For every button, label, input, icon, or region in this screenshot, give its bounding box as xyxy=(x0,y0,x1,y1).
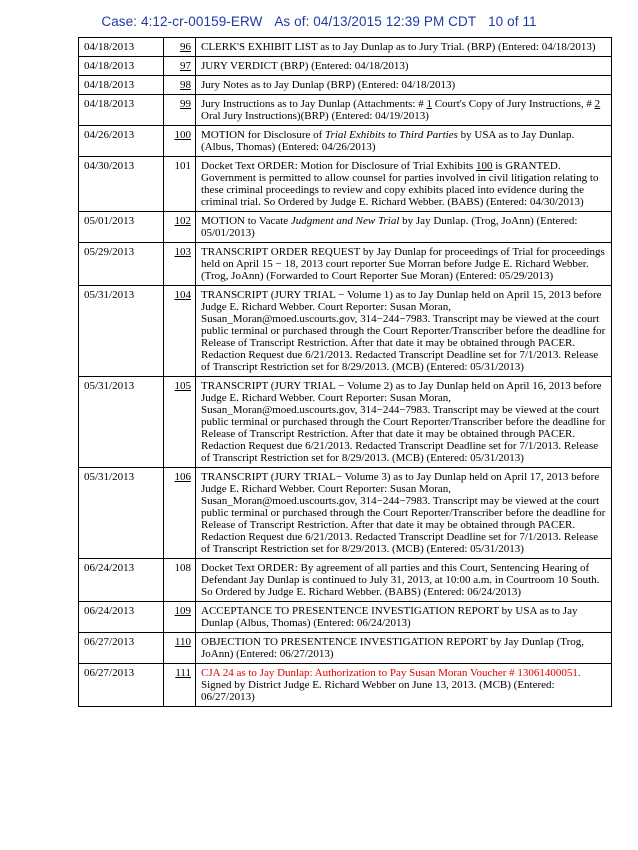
table-row xyxy=(79,633,612,664)
referenced-entry-link[interactable]: 100 xyxy=(475,160,493,172)
entry-date: 06/27/2013 xyxy=(79,633,164,664)
table-row xyxy=(79,76,612,95)
entry-date: 06/24/2013 xyxy=(79,602,164,633)
entry-text: MOTION for Disclosure of Trial Exhibits to Third Parties by USA as to Jay Dunlap. (Albus, Thomas) (Entered: 04/26/2013) xyxy=(196,126,612,157)
table-row xyxy=(79,95,612,126)
table-row xyxy=(79,559,612,602)
docket-number-link[interactable]: 96 xyxy=(180,41,191,53)
entry-text: Docket Text ORDER: Motion for Disclosure of Trial Exhibits 100 is GRANTED. Government is permitted to allow counsel for parties involved in civil litigation relating to these criminal proceedings to review and copy exhibits placed into evidence during the criminal trial. So Ordered by Judge E. Richard Webber. (BABS) (Entered: 04/30/2013) xyxy=(196,157,612,212)
docket-number-link[interactable]: 102 xyxy=(174,215,191,227)
docket-number-link[interactable]: 97 xyxy=(180,60,191,72)
entry-text: Docket Text ORDER: By agreement of all parties and this Court, Sentencing Hearing of Defendant Jay Dunlap is continued to July 31, 2013, at 10:00 a.m. in Courtroom 10 South. So Ordered by Judge E. Richard Webber. (BABS) (Entered: 06/24/2013) xyxy=(196,559,612,602)
docket-number-link[interactable]: 98 xyxy=(180,79,191,91)
docket-number: 101 xyxy=(164,157,196,212)
entry-date: 04/30/2013 xyxy=(79,157,164,212)
entry-date: 04/18/2013 xyxy=(79,57,164,76)
entry-date: 04/18/2013 xyxy=(79,76,164,95)
docket-number-link[interactable]: 99 xyxy=(180,98,191,110)
entry-text: Jury Instructions as to Jay Dunlap (Attachments: # 1 Court's Copy of Jury Instructions, # 2 Oral Jury Instructions)(BRP) (Entered: 04/19/2013) xyxy=(196,95,612,126)
entry-text: TRANSCRIPT (JURY TRIAL− Volume 3) as to Jay Dunlap held on April 17, 2013 before Judge E. Richard Webber. Court Reporter: Susan Moran, Susan_Moran@moed.uscourts.gov, 314−244−7983. Transcript may be viewed at the court public terminal or purchased through the Court Reporter/Transcriber before the deadline for Release of Transcript Restriction. After that date it may be obtained through PACER. Redaction Request due 6/21/2013. Redacted Transcript Deadline set for 7/1/2013. Release of Transcript Restriction set for 8/29/2013. (MCB) (Entered: 05/31/2013) xyxy=(196,468,612,559)
entry-text: Jury Notes as to Jay Dunlap (BRP) (Entered: 04/18/2013) xyxy=(196,76,612,95)
entry-text: CJA 24 as to Jay Dunlap: Authorization to Pay Susan Moran Voucher # 13061400051. Signed by District Judge E. Richard Webber on June 13, 2013. (MCB) (Entered: 06/27/2013) xyxy=(196,664,612,707)
docket-number-link[interactable]: 104 xyxy=(174,289,191,301)
entry-date: 05/01/2013 xyxy=(79,212,164,243)
case-number: Case: 4:12-cr-00159-ERW xyxy=(101,14,263,29)
entry-date: 06/24/2013 xyxy=(79,559,164,602)
docket-number-link[interactable]: 109 xyxy=(174,605,191,617)
page-indicator: 10 of 11 xyxy=(488,14,537,29)
entry-text: OBJECTION TO PRESENTENCE INVESTIGATION REPORT by Jay Dunlap (Trog, JoAnn) (Entered: 06/27/2013) xyxy=(196,633,612,664)
table-row xyxy=(79,468,612,559)
entry-text: MOTION to Vacate Judgment and New Trial by Jay Dunlap. (Trog, JoAnn) (Entered: 05/01/2013) xyxy=(196,212,612,243)
entry-text: TRANSCRIPT ORDER REQUEST by Jay Dunlap for proceedings of Trial for proceedings held on April 15 − 18, 2013 court reporter Sue Morran before Judge E. Richard Webber. (Trog, JoAnn) (Forwarded to Court Reporter Sue Moran) (Entered: 05/29/2013) xyxy=(196,243,612,286)
table-row xyxy=(79,602,612,633)
docket-number-link[interactable]: 110 xyxy=(174,636,191,648)
table-row xyxy=(79,38,612,57)
table-row xyxy=(79,286,612,377)
entry-text: ACCEPTANCE TO PRESENTENCE INVESTIGATION REPORT by USA as to Jay Dunlap (Albus, Thomas) (Entered: 06/24/2013) xyxy=(196,602,612,633)
docket-table xyxy=(78,37,612,707)
docket-number-link[interactable]: 111 xyxy=(175,667,191,679)
table-row xyxy=(79,377,612,468)
entry-text: CLERK'S EXHIBIT LIST as to Jay Dunlap as to Jury Trial. (BRP) (Entered: 04/18/2013) xyxy=(196,38,612,57)
table-row xyxy=(79,157,612,212)
table-row xyxy=(79,664,612,707)
entry-text: JURY VERDICT (BRP) (Entered: 04/18/2013) xyxy=(196,57,612,76)
docket-number: 108 xyxy=(164,559,196,602)
entry-date: 04/18/2013 xyxy=(79,95,164,126)
attachment-link[interactable]: 1 xyxy=(426,98,432,110)
highlighted-text: CJA 24 as to Jay Dunlap: Authorization to Pay Susan Moran Voucher # 13061400051. xyxy=(201,667,581,679)
entry-date: 05/31/2013 xyxy=(79,286,164,377)
docket-number-link[interactable]: 106 xyxy=(174,471,191,483)
entry-date: 04/26/2013 xyxy=(79,126,164,157)
page-header xyxy=(0,14,638,29)
docket-number-link[interactable]: 100 xyxy=(174,129,191,141)
entry-text: TRANSCRIPT (JURY TRIAL − Volume 1) as to Jay Dunlap held on April 15, 2013 before Judge E. Richard Webber. Court Reporter: Susan Moran, Susan_Moran@moed.uscourts.gov, 314−244−7983. Transcript may be viewed at the court public terminal or purchased through the Court Reporter/Transcriber before the deadline for Release of Transcript Restriction. After that date it may be obtained through PACER. Redaction Request due 6/21/2013. Redacted Transcript Deadline set for 7/1/2013. Release of Transcript Restriction set for 8/29/2013. (MCB) (Entered: 05/31/2013) xyxy=(196,286,612,377)
table-row xyxy=(79,212,612,243)
docket-number-link[interactable]: 103 xyxy=(174,246,191,258)
entry-date: 05/31/2013 xyxy=(79,377,164,468)
docket-number-link[interactable]: 105 xyxy=(174,380,191,392)
table-row xyxy=(79,243,612,286)
entry-date: 05/31/2013 xyxy=(79,468,164,559)
table-row xyxy=(79,126,612,157)
attachment-link[interactable]: 2 xyxy=(594,98,601,110)
entry-date: 05/29/2013 xyxy=(79,243,164,286)
entry-date: 06/27/2013 xyxy=(79,664,164,707)
table-row xyxy=(79,57,612,76)
as-of-timestamp: As of: 04/13/2015 12:39 PM CDT xyxy=(274,14,477,29)
entry-text: TRANSCRIPT (JURY TRIAL − Volume 2) as to Jay Dunlap held on April 16, 2013 before Judge E. Richard Webber. Court Reporter: Susan Moran, Susan_Moran@moed.uscourts.gov, 314−244−7983. Transcript may be viewed at the court public terminal or purchased through the Court Reporter/Transcriber before the deadline for Release of Transcript Restriction. After that date it may be obtained through PACER. Redaction Request due 6/21/2013. Redacted Transcript Deadline set for 7/1/2013. Release of Transcript Restriction set for 8/29/2013. (MCB) (Entered: 05/31/2013) xyxy=(196,377,612,468)
entry-date: 04/18/2013 xyxy=(79,38,164,57)
